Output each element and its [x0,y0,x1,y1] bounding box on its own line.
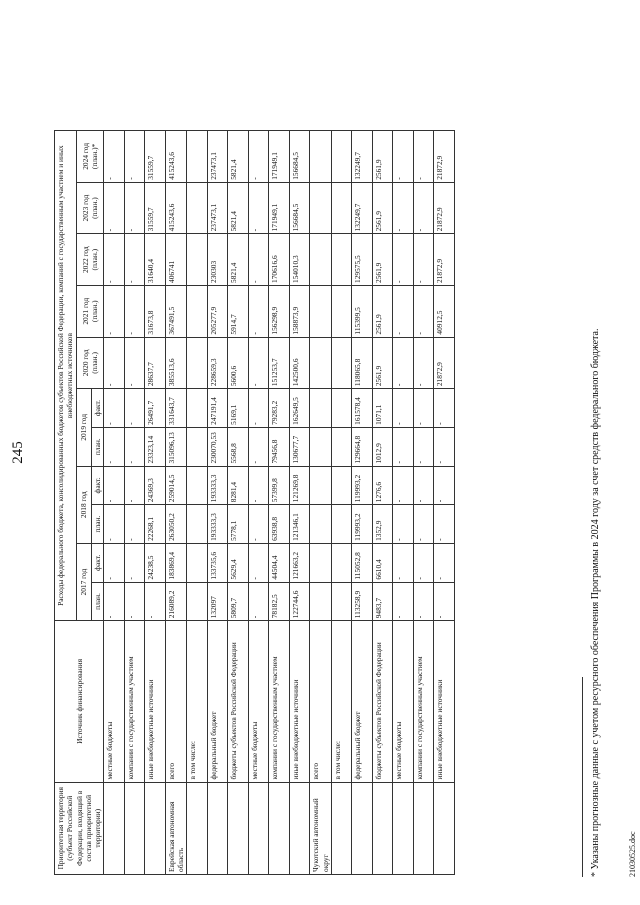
cell-value: 40912,5 [434,285,455,337]
table-row [310,131,332,875]
cell-value: 129575,5 [352,234,373,286]
cell-value: - [393,582,414,621]
cell-value: 5809,7 [228,582,249,621]
cell-value: 205277,9 [207,285,228,337]
table-body [104,131,455,875]
table-row [187,131,208,875]
cell-value: 8281,4 [228,466,249,505]
cell-territory [352,782,373,874]
cell-source: компании с государственным участием [124,621,145,782]
cell-value: 132249,7 [352,182,373,234]
footnote-rule [582,677,583,877]
cell-value [331,182,352,234]
cell-value: - [393,427,414,466]
cell-value: - [248,505,269,544]
cell-value: 21872,9 [434,234,455,286]
cell-value: 5821,4 [228,131,249,183]
header-expenses: Расходы федерального бюджета, консолидированных бюджетов субъектов Российской Федерации, компаний с государственным участием и иных внебюджетных источников [55,131,77,621]
cell-value: 156298,9 [269,285,290,337]
cell-value: 415243,6 [165,182,187,234]
cell-value [310,337,332,389]
cell-value: - [393,285,414,337]
cell-value: 24369,3 [145,466,166,505]
cell-value: - [393,131,414,183]
header-year-2021: 2021 год (план.) [76,285,104,337]
cell-value [331,543,352,582]
table-row [145,131,166,875]
cell-value: 5778,1 [228,505,249,544]
table-row [165,131,187,875]
cell-value: 31559,7 [145,131,166,183]
cell-value: 193333,3 [207,466,228,505]
cell-value: 31673,8 [145,285,166,337]
cell-source: иные внебюджетные источники [434,621,455,782]
cell-territory [331,782,352,874]
cell-value: - [413,466,434,505]
header-year-2022: 2022 год (план.) [76,234,104,286]
cell-value [310,285,332,337]
cell-value: 130677,7 [289,427,310,466]
cell-value [187,505,208,544]
cell-value: - [104,582,125,621]
cell-value [310,505,332,544]
cell-value: 367491,5 [165,285,187,337]
cell-value: 5821,4 [228,234,249,286]
cell-value [187,543,208,582]
cell-value: - [393,337,414,389]
cell-value: 132097 [207,582,228,621]
page-number: 245 [10,441,26,464]
cell-value: 24238,5 [145,543,166,582]
cell-value: - [413,131,434,183]
cell-value: - [145,582,166,621]
cell-value: 28637,7 [145,337,166,389]
table-row [289,131,310,875]
cell-value: 9483,7 [372,582,393,621]
cell-territory [269,782,290,874]
cell-value: 247191,4 [207,389,228,428]
cell-value: - [248,337,269,389]
cell-value [187,234,208,286]
cell-value: - [413,182,434,234]
cell-source: всего [310,621,332,782]
cell-value [331,466,352,505]
cell-value: 63938,8 [269,505,290,544]
cell-value: - [124,131,145,183]
cell-source: федеральный бюджет [207,621,228,782]
cell-value: 129664,8 [352,427,373,466]
cell-value: - [434,427,455,466]
cell-source: местные бюджеты [104,621,125,782]
header-year-2023: 2023 год (план.) [76,182,104,234]
cell-value: 193333,3 [207,505,228,544]
header-fact: факт. [92,466,104,505]
cell-value: - [393,466,414,505]
cell-value: 31640,4 [145,234,166,286]
cell-value: 171949,1 [269,131,290,183]
cell-value: - [434,543,455,582]
table-row [331,131,352,875]
cell-value: - [393,505,414,544]
cell-value: 23323,14 [145,427,166,466]
table-row [104,131,125,875]
cell-value: 57399,8 [269,466,290,505]
cell-value: 78182,5 [269,582,290,621]
cell-value: 259014,5 [165,466,187,505]
cell-territory [124,782,145,874]
cell-value: 170616,6 [269,234,290,286]
header-plan: план. [92,505,104,544]
cell-value [187,337,208,389]
cell-value: 1012,9 [372,427,393,466]
cell-value: 315096,13 [165,427,187,466]
cell-value: - [413,427,434,466]
cell-value: 415243,6 [165,131,187,183]
cell-value: 156684,5 [289,182,310,234]
cell-value [310,389,332,428]
cell-source: иные внебюджетные источники [145,621,166,782]
cell-value [187,389,208,428]
cell-value: 44504,4 [269,543,290,582]
cell-value: - [124,337,145,389]
cell-value: 2561,9 [372,234,393,286]
cell-value: 406741 [165,234,187,286]
cell-value: 31559,7 [145,182,166,234]
cell-value: 2561,9 [372,285,393,337]
cell-value [310,582,332,621]
cell-value: - [104,389,125,428]
cell-value: - [104,182,125,234]
header-year-2020: 2020 год (план.) [76,337,104,389]
cell-value: 162649,5 [289,389,310,428]
cell-value [310,466,332,505]
cell-territory [145,782,166,874]
table-row [207,131,228,875]
cell-value: 115052,8 [352,543,373,582]
cell-value: - [124,389,145,428]
header-territory: Приоритетная территория (субъект Российской Федерации, входящий в состав приоритетной территории) [55,782,104,874]
cell-value: 79283,2 [269,389,290,428]
header-year-2017: 2017 год [76,543,92,620]
cell-territory: Еврейская автономная область [165,782,187,874]
cell-value [187,466,208,505]
cell-territory: Чукотский автономный округ [310,782,332,874]
cell-value [331,427,352,466]
cell-source: бюджеты субъектов Российской Федерации [228,621,249,782]
cell-territory [248,782,269,874]
cell-value: 5169,1 [228,389,249,428]
cell-value: - [104,466,125,505]
table-row [434,131,455,875]
cell-value: 5914,7 [228,285,249,337]
cell-value: 121346,1 [289,505,310,544]
cell-value: 151253,7 [269,337,290,389]
cell-value [310,131,332,183]
cell-value: 154010,3 [289,234,310,286]
cell-value: 79456,8 [269,427,290,466]
cell-value [187,131,208,183]
cell-value: - [413,582,434,621]
cell-value: - [434,466,455,505]
table-row [393,131,414,875]
table-row [413,131,434,875]
cell-value: 237473,1 [207,131,228,183]
cell-value: - [104,427,125,466]
cell-source: компании с государственным участием [269,621,290,782]
table-row [124,131,145,875]
cell-territory [393,782,414,874]
cell-value: 22268,1 [145,505,166,544]
cell-value: 5600,6 [228,337,249,389]
cell-value: 230070,53 [207,427,228,466]
header-source: Источник финансирования [55,621,104,782]
cell-value [331,285,352,337]
cell-value: 119993,2 [352,505,373,544]
cell-territory [413,782,434,874]
cell-value: 142500,6 [289,337,310,389]
cell-value: - [124,505,145,544]
cell-value: - [434,505,455,544]
cell-value [187,582,208,621]
cell-value: 230303 [207,234,228,286]
cell-value: - [413,505,434,544]
cell-value [331,234,352,286]
cell-value: 5568,8 [228,427,249,466]
cell-value: 121663,2 [289,543,310,582]
cell-value: 133735,6 [207,543,228,582]
cell-value: - [413,285,434,337]
cell-value: 115399,5 [352,285,373,337]
cell-source: местные бюджеты [393,621,414,782]
cell-value: - [104,234,125,286]
cell-value: 2561,9 [372,337,393,389]
cell-value: - [413,543,434,582]
cell-value: - [393,182,414,234]
table-row [269,131,290,875]
cell-value: - [104,505,125,544]
cell-value: 156684,5 [289,131,310,183]
header-fact: факт. [92,389,104,428]
cell-source: федеральный бюджет [352,621,373,782]
cell-value: - [248,389,269,428]
cell-value: - [248,234,269,286]
cell-source: иные внебюджетные источники [289,621,310,782]
header-year-2024: 2024 год (план.)* [76,131,104,183]
cell-value: 263050,2 [165,505,187,544]
cell-value: - [248,182,269,234]
cell-value: - [104,337,125,389]
cell-value [187,285,208,337]
cell-value: - [248,131,269,183]
cell-value: - [104,285,125,337]
table-row [372,131,393,875]
cell-value: 228659,3 [207,337,228,389]
cell-value: - [124,427,145,466]
cell-value: - [248,285,269,337]
cell-value: 2561,9 [372,131,393,183]
cell-value: 113258,9 [352,582,373,621]
cell-value: 161578,4 [352,389,373,428]
cell-value: 118065,8 [352,337,373,389]
header-fact: факт. [92,543,104,582]
cell-value: 21872,9 [434,182,455,234]
cell-value: - [393,543,414,582]
cell-value: 121269,8 [289,466,310,505]
cell-value [187,427,208,466]
cell-territory [289,782,310,874]
cell-value [331,582,352,621]
cell-value: - [413,234,434,286]
cell-value: - [104,131,125,183]
cell-territory [372,782,393,874]
header-year-2019: 2019 год [76,389,92,466]
cell-value: 5629,4 [228,543,249,582]
cell-source: компании с государственным участием [413,621,434,782]
cell-value [331,389,352,428]
cell-value: 119993,2 [352,466,373,505]
cell-value: 1352,9 [372,505,393,544]
cell-value: 21872,9 [434,337,455,389]
cell-source: местные бюджеты [248,621,269,782]
cell-value: 216089,2 [165,582,187,621]
cell-value: - [124,582,145,621]
cell-value [331,505,352,544]
cell-value [310,427,332,466]
cell-value [187,182,208,234]
cell-value: - [413,337,434,389]
cell-territory [104,782,125,874]
cell-value: 132249,7 [352,131,373,183]
cell-territory [207,782,228,874]
header-plan: план. [92,582,104,621]
cell-value [310,543,332,582]
header-plan: план. [92,427,104,466]
cell-value: - [248,543,269,582]
cell-value: - [393,389,414,428]
cell-value: 1276,6 [372,466,393,505]
table-row [352,131,373,875]
cell-value: 2561,9 [372,182,393,234]
cell-value: 21872,9 [434,131,455,183]
cell-value: 237473,1 [207,182,228,234]
cell-value: - [124,543,145,582]
cell-value: - [248,427,269,466]
cell-value: - [104,543,125,582]
cell-value: 331643,7 [165,389,187,428]
cell-value: 122744,6 [289,582,310,621]
cell-value: 6610,4 [372,543,393,582]
cell-value: - [124,466,145,505]
cell-value: 183869,4 [165,543,187,582]
cell-value: - [124,285,145,337]
cell-value [310,182,332,234]
cell-value [310,234,332,286]
cell-territory [187,782,208,874]
cell-value: 1071,1 [372,389,393,428]
cell-source: в том числе: [187,621,208,782]
cell-territory [434,782,455,874]
cell-value: - [434,389,455,428]
table-row [228,131,249,875]
cell-value: 385513,6 [165,337,187,389]
cell-source: бюджеты субъектов Российской Федерации [372,621,393,782]
cell-value: 5821,4 [228,182,249,234]
cell-territory [228,782,249,874]
cell-value: - [393,234,414,286]
cell-source: в том числе: [331,621,352,782]
cell-value: - [248,466,269,505]
cell-value: 158873,9 [289,285,310,337]
table-row [248,131,269,875]
footnote: * Указаны прогнозные данные с учетом ресурсного обеспечения Программы в 2024 году за счет средств федерального бюджета. [590,328,601,877]
cell-value: - [248,582,269,621]
cell-value: 171949,1 [269,182,290,234]
cell-value: 26491,7 [145,389,166,428]
cell-value: - [413,389,434,428]
document-filename: 21030525.doc [628,831,637,877]
cell-value: - [124,234,145,286]
cell-value [331,337,352,389]
cell-source: всего [165,621,187,782]
financing-table [54,130,455,875]
cell-value: - [124,182,145,234]
cell-value: - [434,582,455,621]
cell-value [331,131,352,183]
header-year-2018: 2018 год [76,466,92,543]
